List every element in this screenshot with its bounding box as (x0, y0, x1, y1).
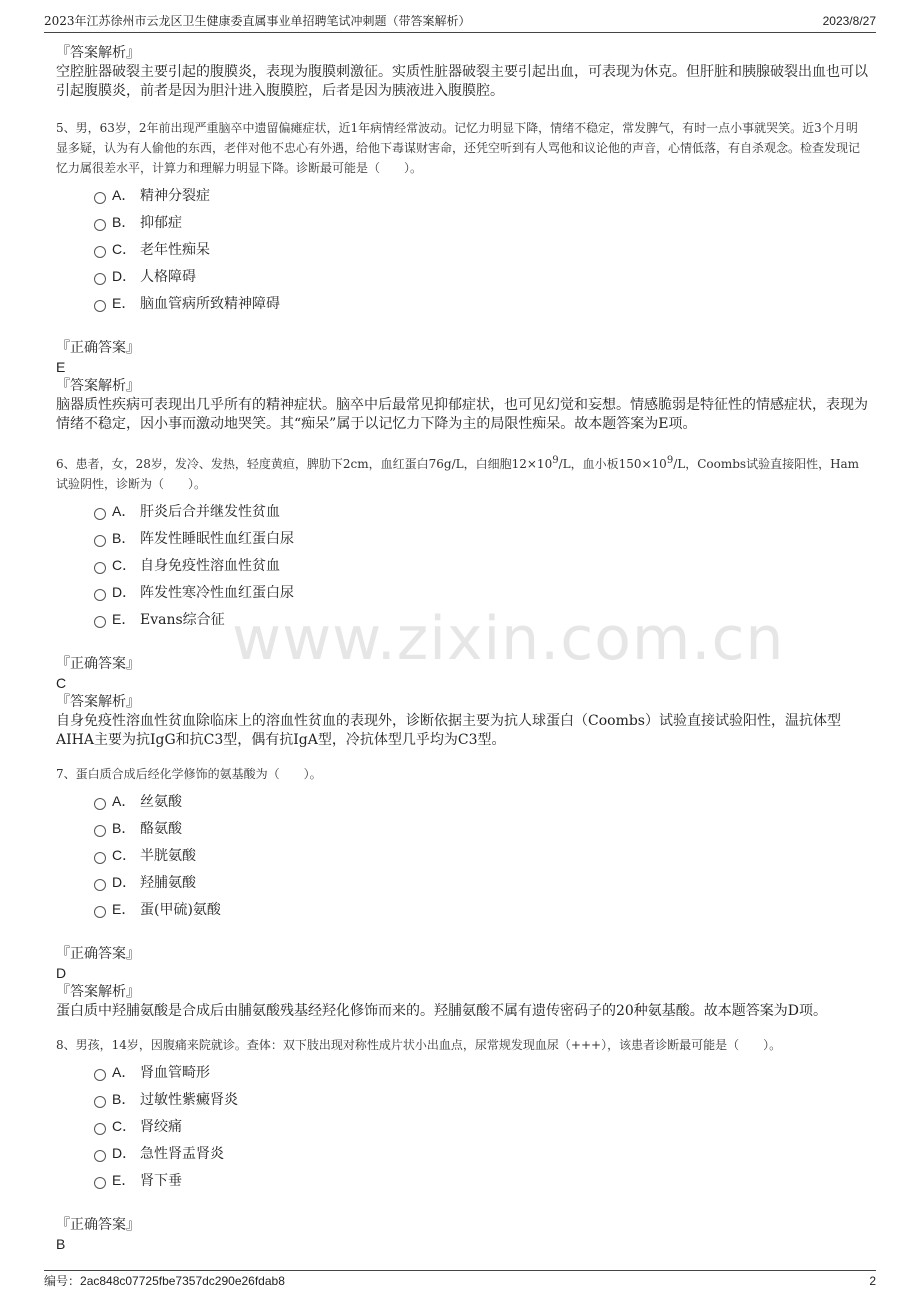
option-text: 丝氨酸 (140, 794, 182, 810)
page-number: 2 (869, 1274, 876, 1288)
document-title: 2023年江苏徐州市云龙区卫生健康委直属事业单招聘笔试冲刺题（带答案解析） (44, 14, 471, 28)
page-footer (44, 1270, 876, 1291)
analysis-label: 『答案解析』 (56, 45, 140, 61)
option-b[interactable] (94, 815, 868, 842)
option-text: 老年性痴呆 (140, 242, 210, 258)
radio-icon[interactable] (94, 1177, 106, 1189)
header-date: 2023/8/27 (822, 14, 876, 28)
option-letter: D． (112, 1145, 137, 1161)
question-stem: 5、男，63岁，2年前出现严重脑卒中遗留偏瘫症状，近1年病情经常波动。记忆力明显下降，情绪不稳定，常发脾气，有时一点小事就哭笑。近3个月明显多疑，认为有人偷他的东西，老伴对他不忠心有外遇，给他下毒谋财害命，还凭空听到有人骂他和议论他的声音，心情低落，有自杀观念。检查发现记忆力属很差水平，计算力和理解力明显下降。诊断最可能是（ ）。 (56, 121, 861, 175)
analysis-text: 空腔脏器破裂主要引起的腹膜炎，表现为腹膜刺激征。实质性脏器破裂主要引起出血，可表现为休克。但肝脏和胰腺破裂出血也可以引起腹膜炎，前者是因为胆汁进入腹膜腔，后者是因为胰液进入腹膜腔。 (56, 64, 868, 99)
document-id-code: 2ac848c07725fbe7357dc290e26fdab8 (80, 1274, 285, 1288)
option-letter: A． (112, 503, 136, 519)
answer-label: 『正确答案』 (56, 946, 140, 962)
option-text: 自身免疫性溶血性贫血 (140, 558, 280, 574)
document-id (44, 1271, 285, 1291)
option-b[interactable] (94, 209, 868, 236)
analysis-text: 蛋白质中羟脯氨酸是合成后由脯氨酸残基经羟化修饰而来的。羟脯氨酸不属有遗传密码子的20种氨基酸。故本题答案为D项。 (56, 1003, 828, 1019)
radio-icon[interactable] (94, 825, 106, 837)
radio-icon[interactable] (94, 1123, 106, 1135)
option-e[interactable] (94, 1167, 868, 1194)
option-text: 过敏性紫癜肾炎 (140, 1092, 238, 1108)
radio-icon[interactable] (94, 616, 106, 628)
option-letter: B． (112, 530, 136, 546)
options-list (94, 182, 868, 317)
radio-icon[interactable] (94, 246, 106, 258)
option-text: 人格障碍 (140, 269, 196, 285)
option-a[interactable] (94, 182, 868, 209)
option-d[interactable] (94, 1140, 868, 1167)
option-letter: E． (112, 901, 136, 917)
option-letter: C． (112, 1118, 137, 1134)
watermark: www.zixin.com.cn (232, 604, 785, 674)
analysis-text: 脑器质性疾病可表现出几乎所有的精神症状。脑卒中后最常见抑郁症状，也可见幻觉和妄想。情感脆弱是特征性的情感症状，表现为情绪不稳定，因小事而激动地哭笑。其“痴呆”属于以记忆力下降为主的局限性痴呆。故本题答案为E项。 (56, 397, 868, 432)
radio-icon[interactable] (94, 879, 106, 891)
option-text: 肝炎后合并继发性贫血 (140, 504, 280, 520)
option-letter: B． (112, 214, 136, 230)
option-letter: E． (112, 1172, 136, 1188)
radio-icon[interactable] (94, 1096, 106, 1108)
option-text: 脑血管病所致精神障碍 (140, 296, 280, 312)
option-c[interactable] (94, 552, 868, 579)
question-7 (56, 764, 868, 1021)
question-6 (56, 451, 868, 750)
option-b[interactable] (94, 1086, 868, 1113)
answer-label: 『正确答案』 (56, 1217, 140, 1233)
radio-icon[interactable] (94, 562, 106, 574)
radio-icon[interactable] (94, 508, 106, 520)
option-text: 肾血管畸形 (140, 1065, 210, 1081)
option-text: 肾下垂 (140, 1173, 182, 1189)
page-header (44, 10, 876, 33)
option-letter: C． (112, 557, 137, 573)
option-text: 阵发性睡眠性血红蛋白尿 (140, 531, 294, 547)
radio-icon[interactable] (94, 852, 106, 864)
option-letter: A． (112, 1064, 136, 1080)
option-a[interactable] (94, 788, 868, 815)
option-letter: B． (112, 820, 136, 836)
radio-icon[interactable] (94, 1069, 106, 1081)
option-d[interactable] (94, 579, 868, 606)
stem-part: /L，Coombs试验直接阳性，Ham试验阴性，诊断为（ ）。 (56, 457, 860, 491)
option-letter: D． (112, 268, 137, 284)
radio-icon[interactable] (94, 300, 106, 312)
radio-icon[interactable] (94, 219, 106, 231)
analysis-text: 自身免疫性溶血性贫血除临床上的溶血性贫血的表现外，诊断依据主要为抗人球蛋白（Coombs）试验直接试验阳性，温抗体型AIHA主要为抗IgG和抗C3型，偶有抗IgA型，冷抗体型几乎均为C3型。 (56, 713, 841, 748)
option-text: 酪氨酸 (140, 821, 182, 837)
question-8 (56, 1035, 868, 1254)
option-c[interactable] (94, 1113, 868, 1140)
radio-icon[interactable] (94, 535, 106, 547)
option-d[interactable] (94, 869, 868, 896)
question-stem (56, 451, 868, 494)
answer-label: 『正确答案』 (56, 656, 140, 672)
option-letter: A． (112, 793, 136, 809)
page-content (56, 44, 868, 1254)
radio-icon[interactable] (94, 192, 106, 204)
radio-icon[interactable] (94, 798, 106, 810)
question-stem: 8、男孩，14岁，因腹痛来院就诊。查体：双下肢出现对称性成片状小出血点，尿常规发现血尿（+++），该患者诊断最可能是（ ）。 (56, 1038, 782, 1052)
analysis-label: 『答案解析』 (56, 694, 140, 710)
analysis-label: 『答案解析』 (56, 984, 140, 1000)
option-letter: B． (112, 1091, 136, 1107)
radio-icon[interactable] (94, 906, 106, 918)
superscript: 9 (552, 455, 559, 466)
option-e[interactable] (94, 606, 868, 633)
option-letter: C． (112, 847, 137, 863)
answer-value: B (56, 1236, 66, 1252)
answer-value: D (56, 965, 67, 981)
options-list (94, 1059, 868, 1194)
option-text: 蛋(甲硫)氨酸 (140, 902, 221, 918)
option-e[interactable] (94, 290, 868, 317)
option-d[interactable] (94, 263, 868, 290)
option-a[interactable] (94, 498, 868, 525)
superscript: 9 (666, 455, 674, 466)
option-letter: E． (112, 611, 136, 627)
option-text: Evans综合征 (140, 612, 225, 628)
option-letter: D． (112, 874, 137, 890)
option-text: 抑郁症 (140, 215, 182, 231)
options-list (94, 788, 868, 923)
analysis-label: 『答案解析』 (56, 378, 140, 394)
answer-label: 『正确答案』 (56, 340, 140, 356)
option-letter: A． (112, 187, 136, 203)
option-text: 半胱氨酸 (140, 848, 196, 864)
radio-icon[interactable] (94, 589, 106, 601)
option-b[interactable] (94, 525, 868, 552)
option-text: 精神分裂症 (140, 188, 210, 204)
option-a[interactable] (94, 1059, 868, 1086)
option-text: 急性肾盂肾炎 (140, 1146, 224, 1162)
question-5 (56, 118, 868, 434)
radio-icon[interactable] (94, 273, 106, 285)
radio-icon[interactable] (94, 1150, 106, 1162)
option-letter: C． (112, 241, 137, 257)
option-text: 阵发性寒冷性血红蛋白尿 (140, 585, 294, 601)
answer-value: C (56, 675, 67, 691)
option-c[interactable] (94, 842, 868, 869)
answer-value: E (56, 359, 66, 375)
option-e[interactable] (94, 896, 868, 923)
document-id-label: 编号： (44, 1274, 81, 1288)
option-text: 羟脯氨酸 (140, 875, 196, 891)
stem-part: /L，血小板150×10 (558, 457, 667, 471)
question-stem: 7、蛋白质合成后经化学修饰的氨基酸为（ ）。 (56, 767, 322, 781)
option-text: 肾绞痛 (140, 1119, 182, 1135)
option-c[interactable] (94, 236, 868, 263)
stem-part: 6、患者，女，28岁，发冷、发热，轻度黄疸，脾肋下2cm，血红蛋白76g/L，白细胞12×10 (56, 457, 553, 471)
option-letter: E． (112, 295, 136, 311)
options-list (94, 498, 868, 633)
option-letter: D． (112, 584, 137, 600)
